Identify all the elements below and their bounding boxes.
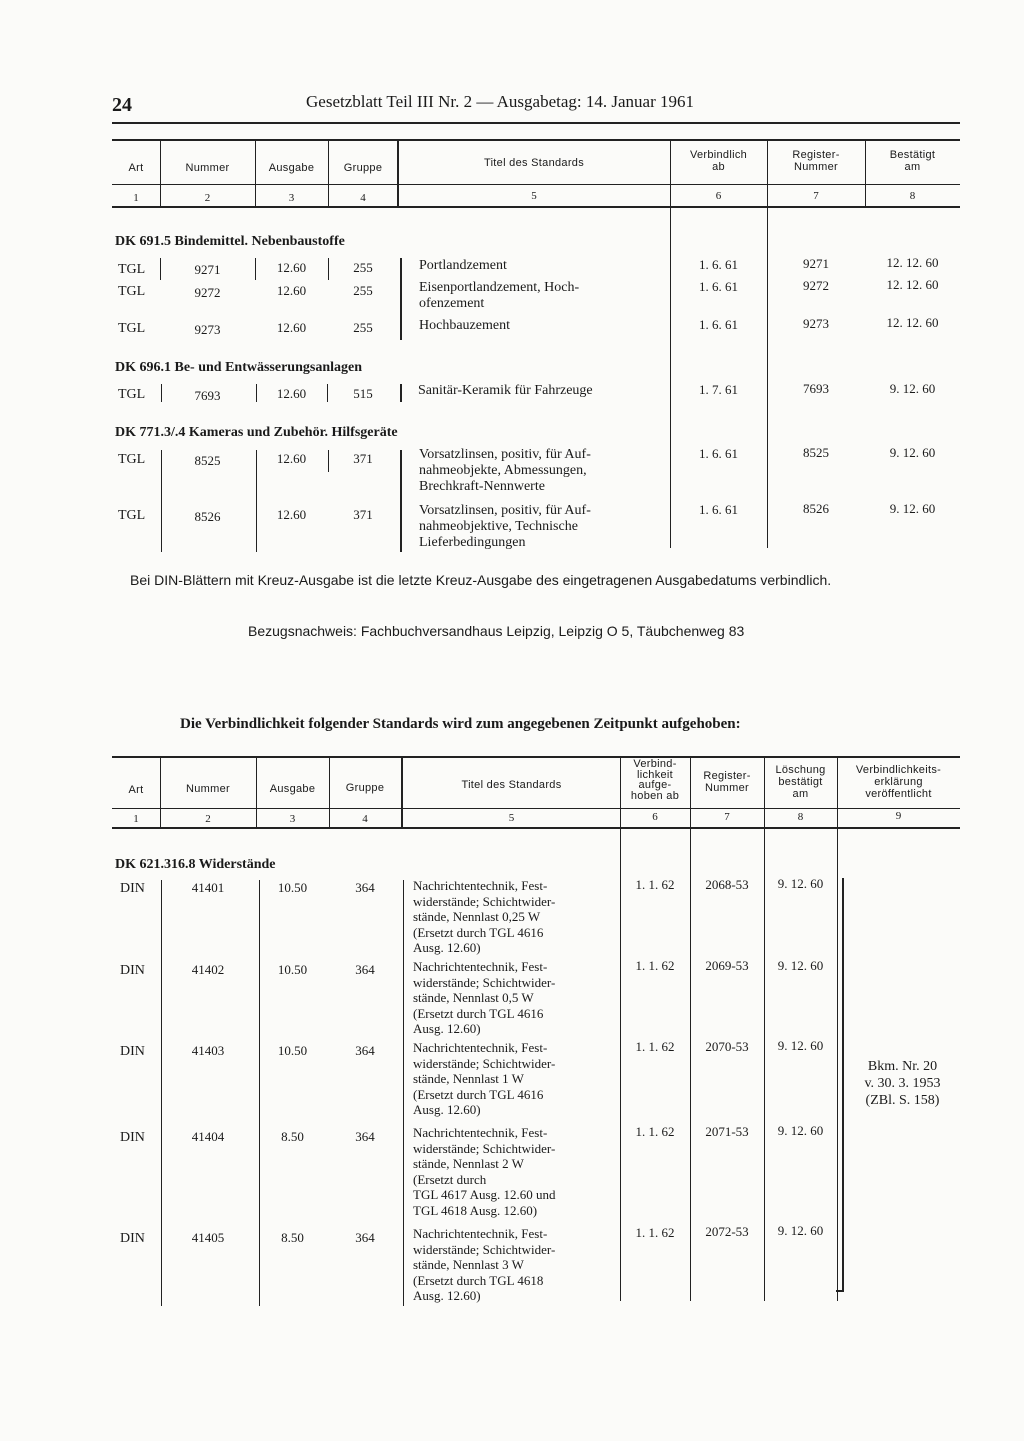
cell-verbindlich: 1. 6. 61 (699, 257, 738, 272)
cell-titel: Vorsatzlinsen, positiv, für Auf- nahmeobjekte, Abmessungen, Brechkraft-Nennwerte (419, 447, 591, 494)
cell-gruppe: 515 (353, 386, 373, 401)
cell-register: 2072-53 (705, 1224, 749, 1239)
col-header-nummer: Nummer (186, 783, 230, 795)
table1-numbers-rule (112, 206, 960, 208)
cell-ausgabe: 12.60 (276, 260, 307, 275)
col-number: 2 (204, 192, 211, 204)
table1-header-rule (112, 184, 960, 185)
cell-nummer: 8525 (194, 453, 221, 468)
cell-gruppe: 364 (355, 1230, 375, 1245)
row-vline (403, 880, 404, 1306)
col-number: 6 (715, 190, 722, 202)
col-number: 6 (652, 811, 658, 823)
row-vline (256, 384, 257, 402)
cell-gruppe: 255 (353, 283, 373, 298)
col-header-titel: Titel des Standards (483, 157, 585, 169)
row-vline (400, 450, 402, 552)
cell-register: 2068-53 (705, 877, 749, 892)
cell-titel: Nachrichtentechnik, Fest- widerstände; Schichtwider- stände, Nennlast 0,25 W (Ersetzt durch TGL 4616 Ausg. 12.60) (413, 878, 556, 955)
cell-bestaetigt: 12. 12. 60 (886, 255, 939, 270)
row-vline (161, 880, 162, 1306)
col-number: 3 (288, 192, 295, 204)
cell-gruppe: 371 (353, 451, 373, 466)
cell-art: TGL (118, 262, 146, 277)
cell-art: DIN (120, 1130, 145, 1145)
cell-register: 2069-53 (705, 958, 749, 973)
col-header-loeschung: Löschung bestätigt am (775, 764, 826, 800)
col-number: 4 (362, 813, 368, 825)
col-header-register: Register- Nummer (703, 770, 751, 794)
cell-nummer: 41404 (191, 1129, 225, 1144)
repeal-section-title: Die Verbindlichkeit folgender Standards wird zum angegebenen Zeitpunkt aufgehoben: (180, 716, 741, 732)
cell-loeschung: 9. 12. 60 (777, 1123, 824, 1138)
bracket-line (842, 878, 844, 1292)
cell-nummer: 41402 (191, 962, 225, 977)
cell-ausgabe: 12.60 (276, 283, 307, 298)
col-header-register: Register- Nummer (792, 149, 840, 173)
cell-gruppe: 364 (355, 880, 375, 895)
section-title: DK 621.316.8 Widerstände (115, 857, 276, 872)
cell-aufgehoben: 1. 1. 62 (635, 877, 675, 892)
cell-gruppe: 255 (353, 260, 373, 275)
cell-ausgabe: 10.50 (277, 1043, 308, 1058)
cell-register: 9271 (803, 256, 829, 271)
cell-verbindlich: 1. 6. 61 (699, 317, 738, 332)
cell-nummer: 9272 (194, 285, 221, 300)
cell-ausgabe: 8.50 (281, 1129, 304, 1144)
col-header-bestaetigt: Bestätigt am (889, 149, 936, 173)
col-number: 5 (531, 190, 537, 202)
cell-register: 7693 (803, 381, 829, 396)
cell-titel: Vorsatzlinsen, positiv, für Auf- nahmeobjektive, Technische Lieferbedingungen (419, 503, 591, 550)
cell-art: DIN (120, 881, 145, 896)
cell-register: 8525 (803, 445, 829, 460)
row-vline (400, 258, 402, 340)
col-header-art: Art (128, 162, 144, 174)
cell-aufgehoben: 1. 1. 62 (635, 1124, 675, 1139)
cell-titel: Sanitär-Keramik für Fahrzeuge (418, 383, 593, 398)
cell-nummer: 41401 (191, 880, 225, 895)
col-number: 7 (724, 811, 730, 823)
table2-vline (837, 829, 838, 1301)
col-header-veroeffentlicht: Verbindlichkeits- erklärung veröffentlicht (855, 764, 942, 800)
cell-aufgehoben: 1. 1. 62 (635, 958, 675, 973)
row-vline (328, 450, 329, 472)
cell-titel: Portlandzement (419, 258, 507, 273)
cell-register: 9273 (803, 316, 829, 331)
cell-bestaetigt: 9. 12. 60 (889, 445, 936, 460)
cell-ausgabe: 10.50 (277, 962, 308, 977)
cell-art: TGL (118, 321, 146, 336)
cell-nummer: 9271 (194, 262, 221, 277)
col-number: 3 (289, 813, 296, 825)
cell-gruppe: 364 (355, 1043, 375, 1058)
col-header-ausgabe: Ausgabe (268, 162, 315, 174)
table2-numbers-rule (112, 827, 960, 829)
cell-gruppe: 371 (353, 507, 373, 522)
table2-header-rule (112, 808, 960, 809)
cell-ausgabe: 12.60 (276, 507, 307, 522)
cell-nummer: 7693 (194, 388, 221, 403)
cell-titel: Nachrichtentechnik, Fest- widerstände; Schichtwider- stände, Nennlast 0,5 W (Ersetzt durch TGL 4616 Ausg. 12.60) (413, 959, 556, 1036)
col-header-ausgabe: Ausgabe (269, 783, 316, 795)
cell-ausgabe: 10.50 (277, 880, 308, 895)
section-title: DK 696.1 Be- und Entwässerungsanlagen (115, 360, 362, 375)
cell-art: TGL (118, 284, 146, 299)
row-vline (328, 258, 329, 280)
cell-art: TGL (118, 508, 146, 523)
col-number: 5 (508, 812, 515, 824)
cell-loeschung: 9. 12. 60 (777, 1038, 824, 1053)
cell-loeschung: 9. 12. 60 (777, 1223, 824, 1238)
row-vline (161, 384, 162, 402)
cell-ausgabe: 12.60 (276, 386, 307, 401)
col-header-titel: Titel des Standards (461, 779, 562, 791)
col-header-gruppe: Gruppe (343, 162, 383, 174)
col-number: 7 (813, 190, 819, 202)
col-number: 9 (895, 810, 902, 822)
row-vline (160, 258, 161, 280)
cell-register: 8526 (803, 501, 829, 516)
table2-top-rule (112, 756, 960, 758)
page-number: 24 (112, 94, 132, 116)
cell-verbindlich: 1. 7. 61 (699, 382, 738, 397)
table1-top-rule (112, 139, 960, 141)
col-header-aufgehoben: Verbind- lichkeit aufge- hoben ab (630, 758, 680, 802)
section-title: DK 691.5 Bindemittel. Nebenbaustoffe (115, 234, 345, 249)
cell-art: TGL (118, 452, 146, 467)
cell-loeschung: 9. 12. 60 (777, 876, 824, 891)
cell-aufgehoben: 1. 1. 62 (635, 1039, 675, 1054)
row-vline (256, 450, 257, 552)
cell-gruppe: 255 (353, 320, 373, 335)
cell-nummer: 8526 (194, 509, 221, 524)
cell-verbindlich: 1. 6. 61 (699, 279, 738, 294)
col-number: 1 (133, 192, 139, 204)
row-vline (259, 880, 260, 1306)
row-vline (255, 258, 256, 280)
cell-nummer: 41405 (191, 1230, 225, 1245)
cell-bestaetigt: 12. 12. 60 (886, 277, 939, 292)
cell-gruppe: 364 (355, 1129, 375, 1144)
cell-titel: Eisenportlandzement, Hoch- ofenzement (419, 280, 580, 311)
cell-register: 9272 (803, 278, 829, 293)
cell-titel: Nachrichtentechnik, Fest- widerstände; Schichtwider- stände, Nennlast 3 W (Ersetzt durch TGL 4618 Ausg. 12.60) (413, 1226, 556, 1303)
cell-verbindlich: 1. 6. 61 (699, 446, 738, 461)
cell-veroeffentlicht: Bkm. Nr. 20 v. 30. 3. 1953 (ZBl. S. 158) (864, 1059, 941, 1108)
cell-aufgehoben: 1. 1. 62 (635, 1225, 675, 1240)
row-vline (327, 384, 328, 402)
cell-titel: Nachrichtentechnik, Fest- widerstände; Schichtwider- stände, Nennlast 2 W (Ersetzt durch TGL 4617 Ausg. 12.60 und TGL 4618 Ausg. 12.60) (413, 1125, 556, 1218)
cell-art: TGL (118, 387, 146, 402)
cell-art: DIN (120, 1231, 145, 1246)
cell-verbindlich: 1. 6. 61 (699, 502, 738, 517)
cell-loeschung: 9. 12. 60 (777, 958, 824, 973)
cell-register: 2071-53 (705, 1124, 749, 1139)
row-vline (161, 450, 162, 552)
bracket-line (836, 1290, 844, 1292)
col-header-verbindlich: Verbindlich ab (689, 149, 748, 173)
col-number: 8 (797, 811, 804, 823)
cell-nummer: 9273 (194, 322, 221, 337)
cell-nummer: 41403 (191, 1043, 225, 1058)
bezugsnachweis: Bezugsnachweis: Fachbuchversandhaus Leipzig, Leipzig O 5, Täubchenweg 83 (248, 623, 745, 639)
kreuz-ausgabe-note: Bei DIN-Blättern mit Kreuz-Ausgabe ist die letzte Kreuz-Ausgabe des eingetragenen Ausgabedatums verbindlich. (130, 572, 832, 588)
cell-ausgabe: 12.60 (276, 451, 307, 466)
col-number: 8 (909, 190, 916, 202)
col-header-nummer: Nummer (185, 162, 230, 174)
header-rule (112, 122, 960, 124)
col-number: 4 (360, 192, 366, 204)
cell-art: DIN (120, 1044, 145, 1059)
page-title: Gesetzblatt Teil III Nr. 2 — Ausgabetag: 14. Januar 1961 (306, 92, 694, 111)
cell-ausgabe: 8.50 (281, 1230, 304, 1245)
col-number: 1 (133, 813, 139, 825)
cell-gruppe: 364 (355, 962, 375, 977)
cell-bestaetigt: 12. 12. 60 (886, 315, 939, 330)
cell-bestaetigt: 9. 12. 60 (889, 501, 936, 516)
cell-titel: Hochbauzement (419, 318, 510, 333)
cell-bestaetigt: 9. 12. 60 (889, 381, 936, 396)
cell-register: 2070-53 (705, 1039, 749, 1054)
row-vline (400, 384, 402, 402)
col-number: 2 (205, 813, 211, 825)
section-title: DK 771.3/.4 Kameras und Zubehör. Hilfsgeräte (115, 425, 398, 440)
cell-ausgabe: 12.60 (276, 320, 307, 335)
cell-art: DIN (120, 963, 145, 978)
col-header-art: Art (128, 784, 144, 796)
col-header-gruppe: Gruppe (345, 782, 385, 794)
cell-titel: Nachrichtentechnik, Fest- widerstände; Schichtwider- stände, Nennlast 1 W (Ersetzt durch TGL 4616 Ausg. 12.60) (413, 1040, 556, 1117)
